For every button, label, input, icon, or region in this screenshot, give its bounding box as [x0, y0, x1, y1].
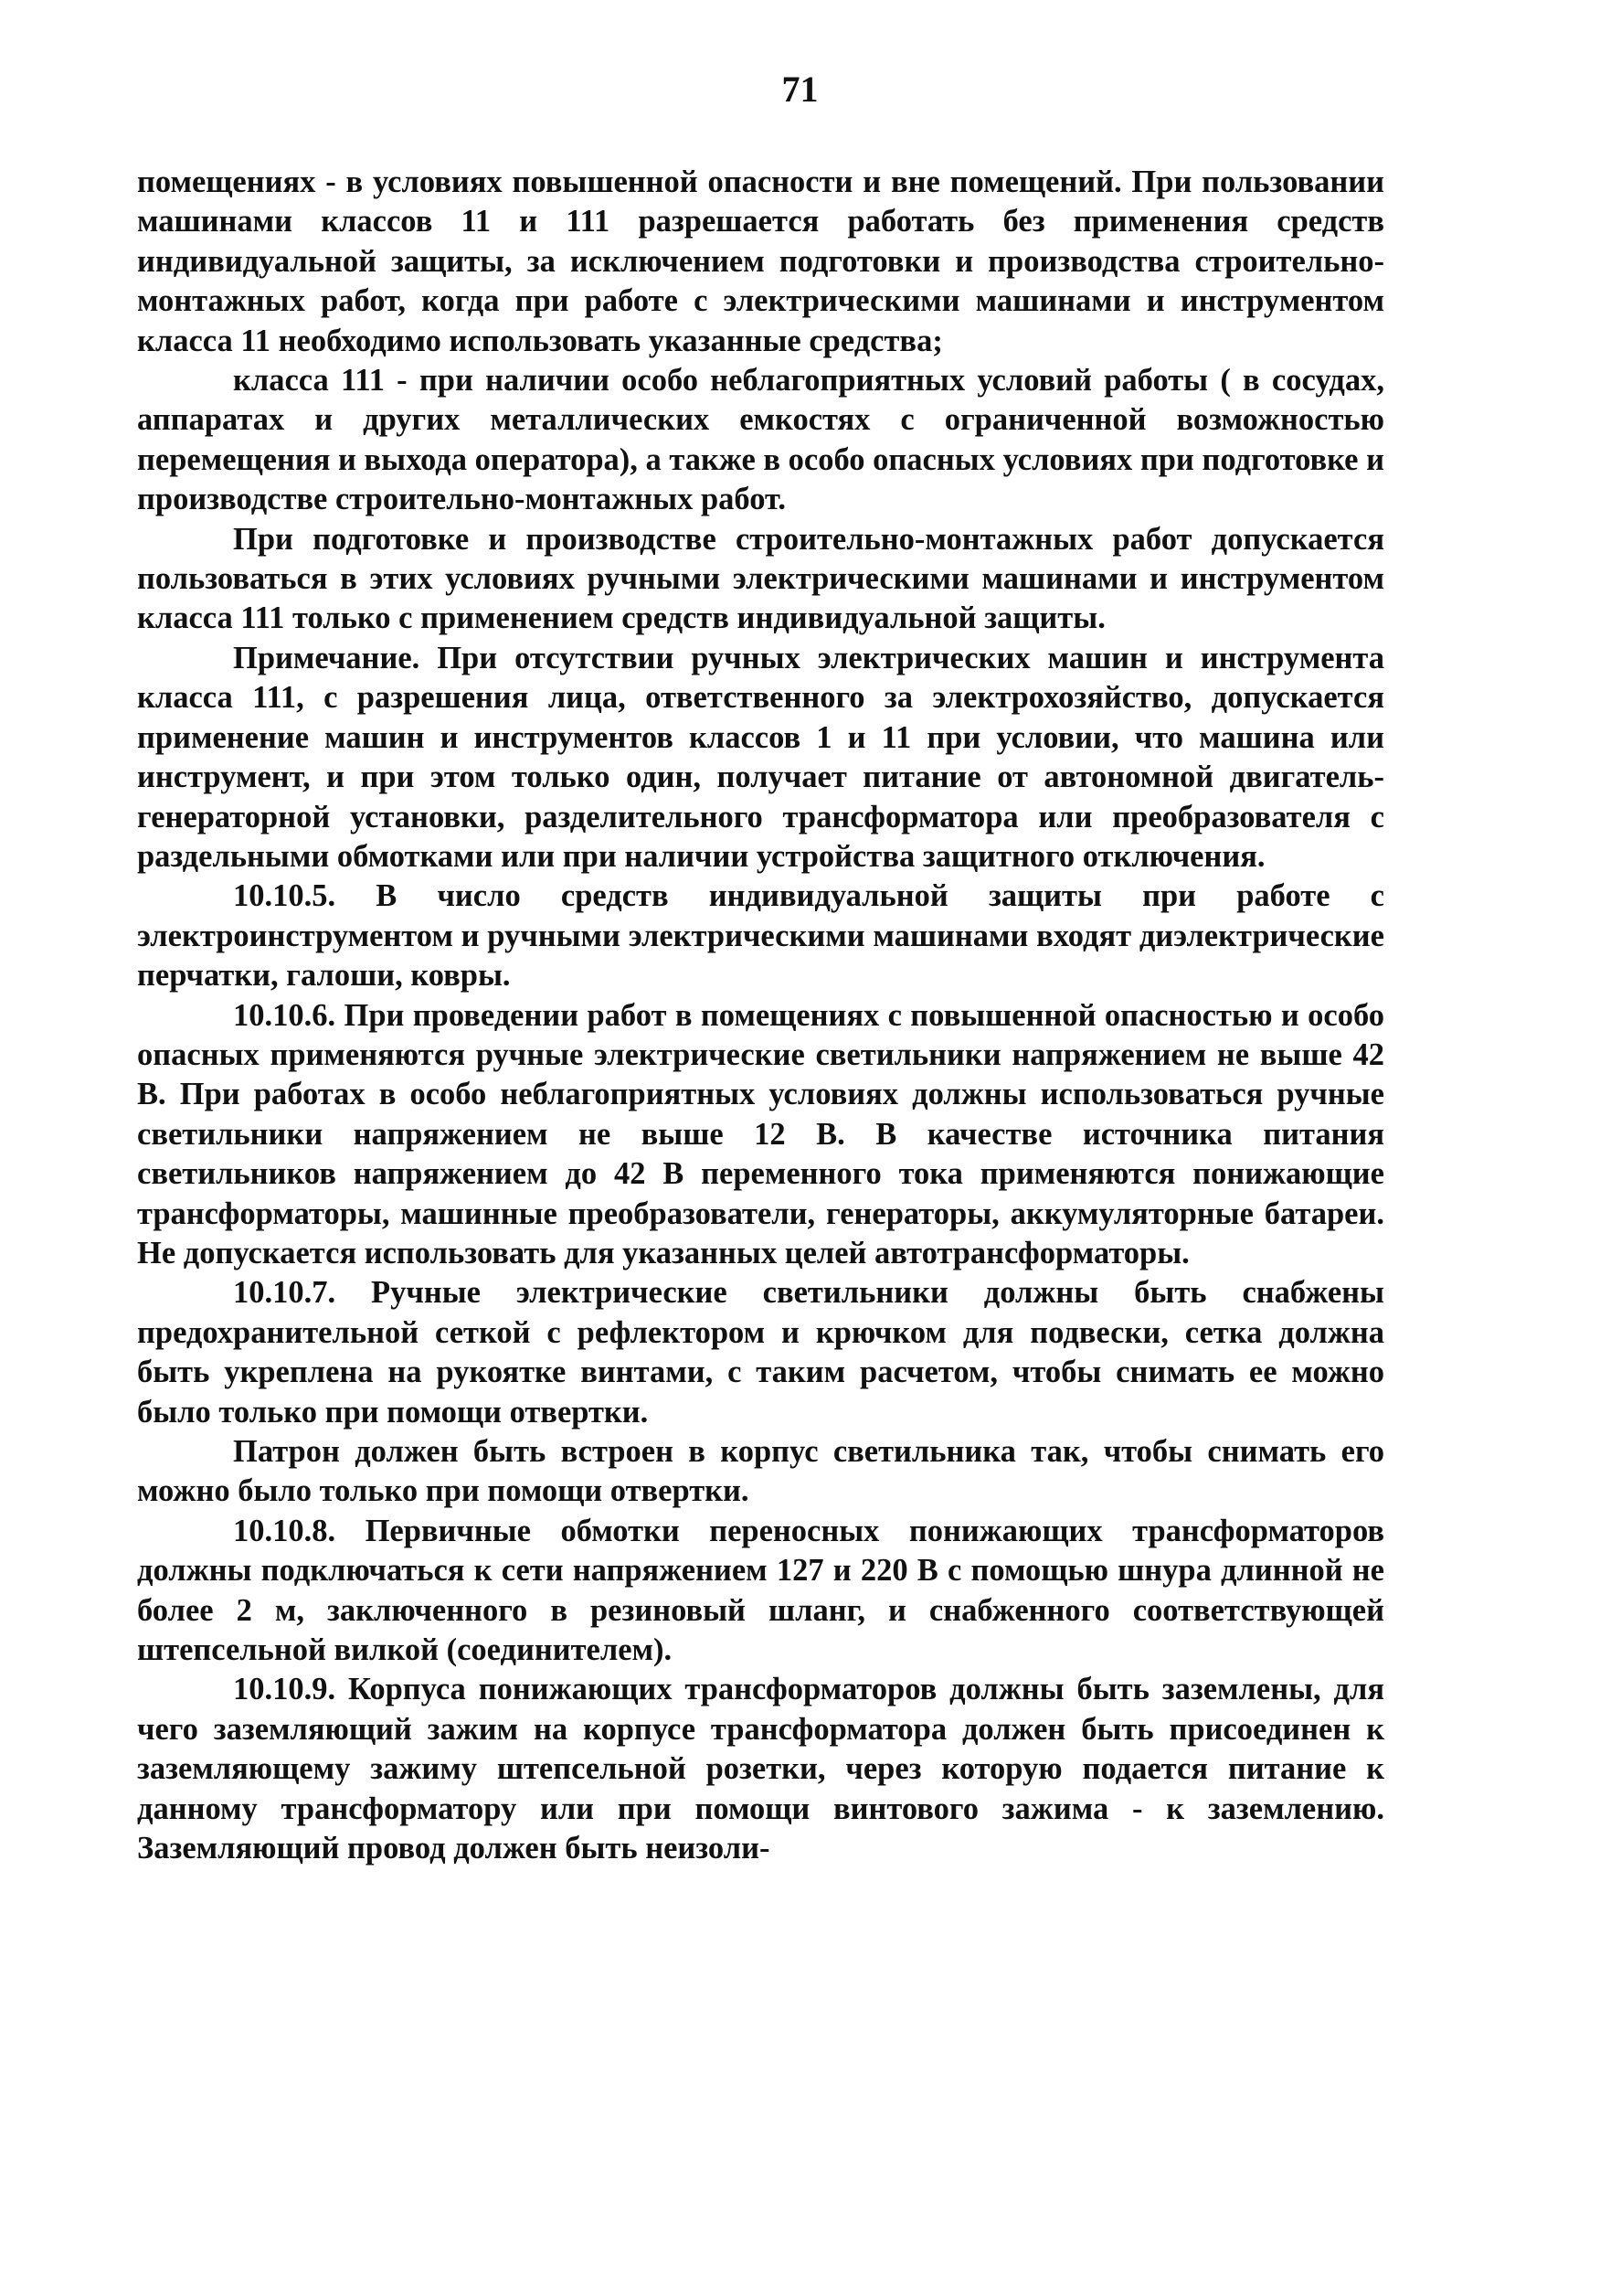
paragraph: класса 111 - при наличии особо неблагоприятных условий работы ( в сосудах, аппаратах и других металлических емкостях с ограниченной возможностью перемещения и выхода оператора), а также в особо опасных условиях при подготовке и производстве строительно-монтажных работ. [137, 363, 1384, 517]
paragraph: помещениях - в условиях повышенной опасности и вне помещений. При пользовании машинами классов 11 и 111 разрешается работать без применения средств индивидуальной защиты, за исключением подготовки и производства строительно-монтажных работ, когда при работе с электрическими машинами и инструментом класса 11 необходимо использовать указанные средства; [137, 165, 1384, 358]
page-number: 71 [781, 69, 819, 110]
paragraph: Патрон должен быть встроен в корпус светильника так, чтобы снимать его можно было только при помощи отвертки. [137, 1434, 1384, 1509]
section-10-10-8: 10.10.8. Первичные обмотки переносных понижающих трансформаторов должны подключаться к сети напряжением 127 и 220 В с помощью шнура длинной не более 2 м, заключенного в резиновый шланг, и снабженного соответствующей штепсельной вилкой (соединителем). [137, 1513, 1384, 1668]
note-paragraph: Примечание. При отсутствии ручных электрических машин и инструмента класса 111, с разрешения лица, ответственного за электрохозяйство, допускается применение машин и инструментов классов 1 и 11 при условии, что машина или инструмент, и при этом только один, получает питание от автономной двигатель-генераторной установки, разделительного трансформатора или преобразователя с раздельными обмотками или при наличии устройства защитного отключения. [137, 640, 1384, 874]
section-10-10-9: 10.10.9. Корпуса понижающих трансформаторов должны быть заземлены, для чего заземляющий зажим на корпусе трансформатора должен быть присоединен к заземляющему зажиму штепсельной розетки, через которую подается питание к данному трансформатору или при помощи винтового зажима - к заземлению. Заземляющий провод должен быть неизоли- [137, 1672, 1384, 1866]
section-10-10-5: 10.10.5. В число средств индивидуальной защиты при работе с электроинструментом и ручными электрическими машинами входят диэлектрические перчатки, галоши, ковры. [137, 878, 1384, 994]
paragraph: При подготовке и производстве строительно-монтажных работ допускается пользоваться в этих условиях ручными электрическими машинами и инструментом класса 111 только с применением средств индивидуальной защиты. [137, 521, 1384, 636]
section-10-10-6: 10.10.6. При проведении работ в помещениях с повышенной опасностью и особо опасных применяются ручные электрические светильники напряжением не выше 42 В. При работах в особо неблагоприятных условиях должны использоваться ручные светильники напряжением не выше 12 В. В качестве источника питания светильников напряжением до 42 В переменного тока применяются понижающие трансформаторы, машинные преобразователи, генераторы, аккумуляторные батареи. Не допускается использовать для указанных целей автотрансформаторы. [137, 997, 1384, 1270]
document-body [137, 163, 1384, 1868]
section-10-10-7: 10.10.7. Ручные электрические светильники должны быть снабжены предохранительной сеткой с рефлектором и крючком для подвески, сетка должна быть укреплена на рукоятке винтами, с таким расчетом, чтобы снимать ее можно было только при помощи отвертки. [137, 1275, 1384, 1430]
